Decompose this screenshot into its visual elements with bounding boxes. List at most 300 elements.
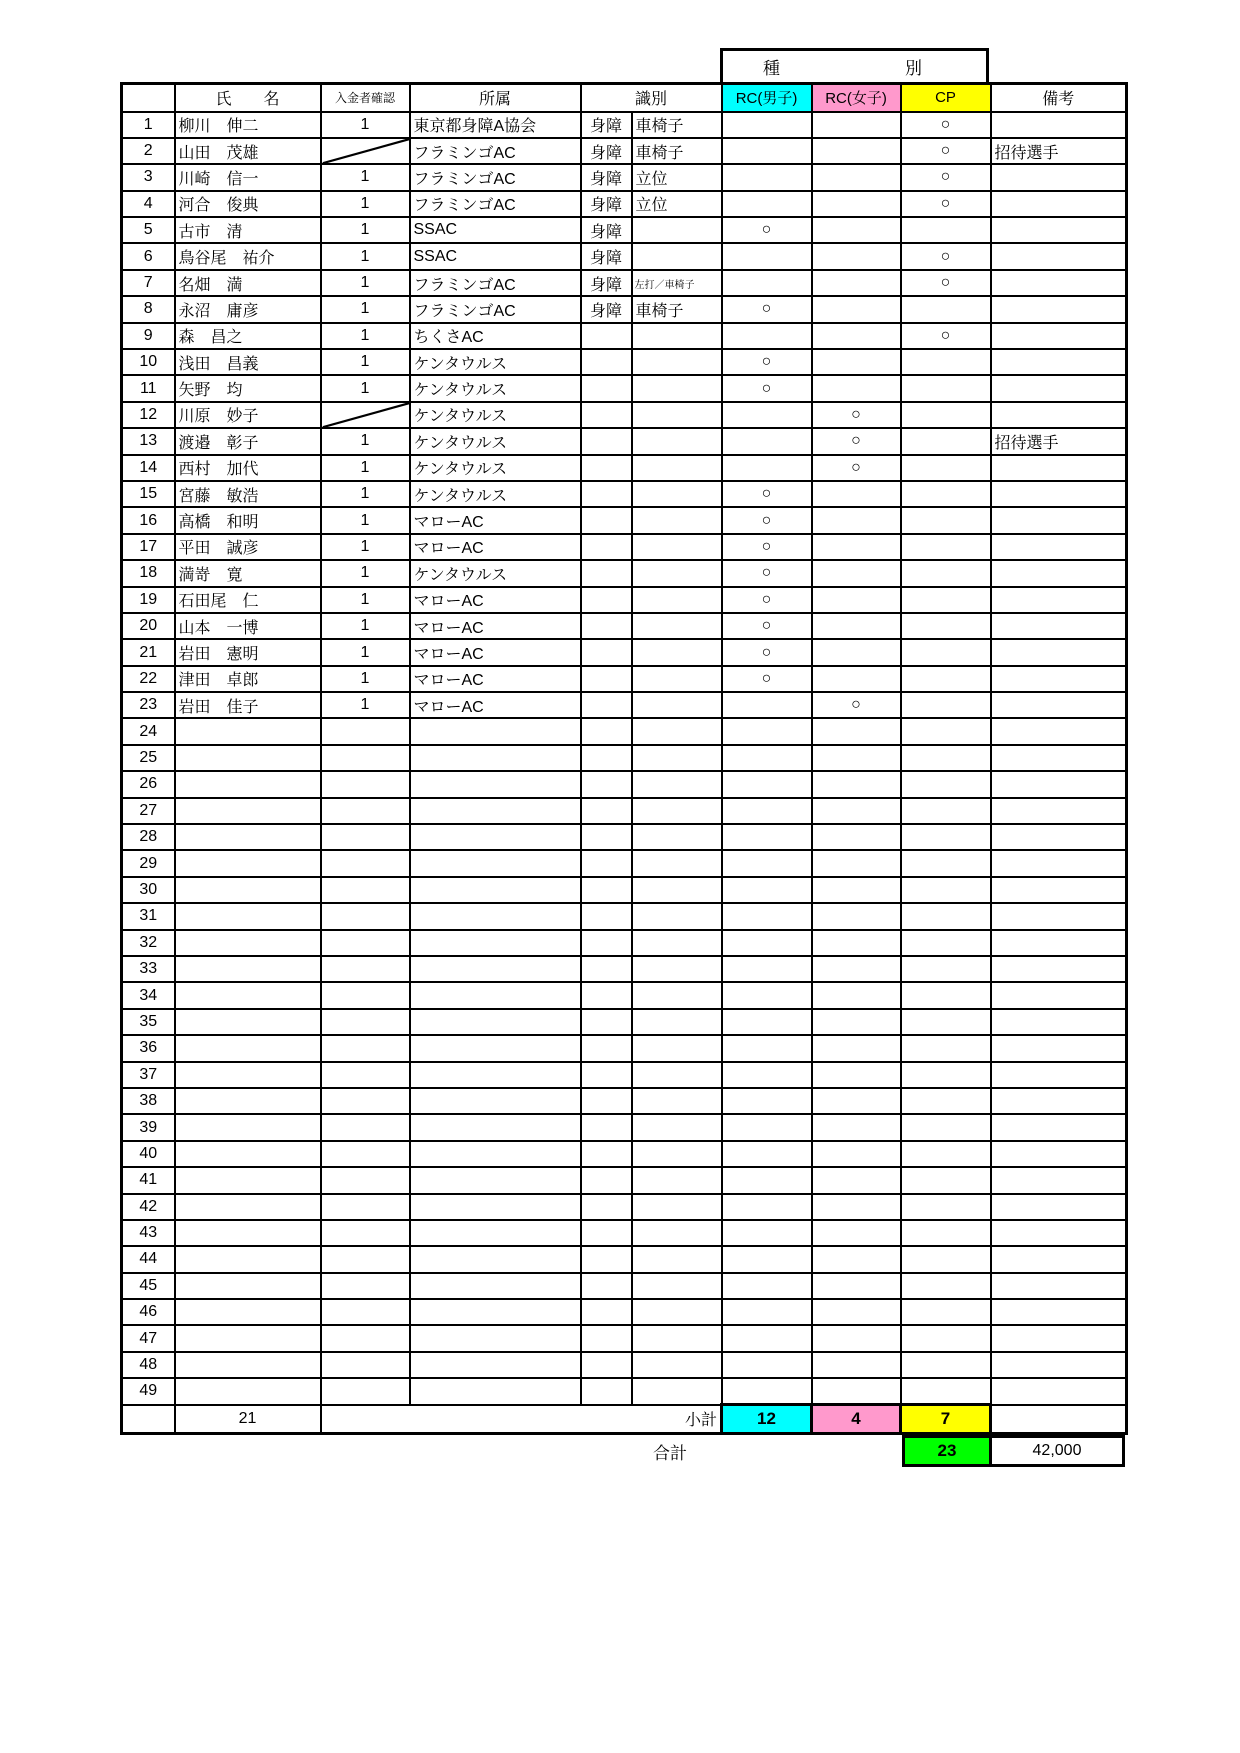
cell-row-number: 7 xyxy=(122,270,175,296)
cell-id-detail xyxy=(632,1035,722,1061)
entry-row xyxy=(122,349,1127,375)
cell-name xyxy=(175,1246,321,1272)
cell-rc-male-mark xyxy=(722,1114,812,1140)
cell-cp-mark: ○ xyxy=(901,270,991,296)
entry-row xyxy=(122,323,1127,349)
cell-remarks xyxy=(991,323,1127,349)
cell-id-category xyxy=(581,1352,632,1378)
entry-row xyxy=(122,587,1127,613)
cell-rc-female-mark xyxy=(812,217,901,243)
cell-cp-mark: ○ xyxy=(901,138,991,164)
cell-rc-male-mark xyxy=(722,771,812,797)
cell-payment-confirm xyxy=(321,1062,410,1088)
cell-id-category xyxy=(581,1062,632,1088)
cell-remarks xyxy=(991,745,1127,771)
cell-cp-mark xyxy=(901,1273,991,1299)
cell-remarks xyxy=(991,534,1127,560)
cell-id-category xyxy=(581,1141,632,1167)
cell-payment-confirm: 1 xyxy=(321,191,410,217)
entry-row xyxy=(122,481,1127,507)
subtotal-rc-female: 4 xyxy=(812,1405,901,1434)
cell-rc-male-mark xyxy=(722,1273,812,1299)
cell-payment-confirm: 1 xyxy=(321,666,410,692)
cell-rc-female-mark xyxy=(812,349,901,375)
cell-rc-female-mark xyxy=(812,666,901,692)
subtotal-blank-cell xyxy=(122,1405,175,1434)
cell-remarks xyxy=(991,798,1127,824)
cell-cp-mark xyxy=(901,956,991,982)
entry-row xyxy=(122,375,1127,401)
cell-rc-female-mark xyxy=(812,1194,901,1220)
cell-id-detail xyxy=(632,1009,722,1035)
cell-cp-mark xyxy=(901,930,991,956)
cell-row-number: 39 xyxy=(122,1114,175,1140)
cell-id-category xyxy=(581,507,632,533)
cell-remarks xyxy=(991,1035,1127,1061)
cell-payment-confirm: 1 xyxy=(321,217,410,243)
cell-remarks xyxy=(991,1088,1127,1114)
cell-row-number: 15 xyxy=(122,481,175,507)
cell-affiliation xyxy=(410,956,581,982)
cell-id-category: 身障 xyxy=(581,164,632,190)
cell-affiliation: SSAC xyxy=(410,217,581,243)
cell-affiliation: SSAC xyxy=(410,243,581,269)
cell-name xyxy=(175,1220,321,1246)
entry-row xyxy=(122,191,1127,217)
cell-cp-mark xyxy=(901,1325,991,1351)
cell-remarks xyxy=(991,507,1127,533)
cell-affiliation xyxy=(410,1194,581,1220)
cell-rc-male-mark xyxy=(722,850,812,876)
cell-affiliation: フラミンゴAC xyxy=(410,296,581,322)
entry-row xyxy=(122,112,1127,138)
cell-row-number: 18 xyxy=(122,560,175,586)
cell-id-category: 身障 xyxy=(581,296,632,322)
cell-cp-mark xyxy=(901,1378,991,1404)
cell-id-detail xyxy=(632,666,722,692)
cell-rc-female-mark xyxy=(812,745,901,771)
cell-id-detail xyxy=(632,798,722,824)
cell-rc-female-mark xyxy=(812,323,901,349)
cell-rc-male-mark xyxy=(722,798,812,824)
cell-name: 津田 卓郎 xyxy=(175,666,321,692)
cell-rc-male-mark xyxy=(722,1246,812,1272)
cell-name xyxy=(175,930,321,956)
cell-rc-male-mark xyxy=(722,191,812,217)
cell-affiliation: フラミンゴAC xyxy=(410,270,581,296)
entry-row xyxy=(122,639,1127,665)
cell-cp-mark xyxy=(901,375,991,401)
cell-row-number: 30 xyxy=(122,877,175,903)
cell-affiliation: フラミンゴAC xyxy=(410,191,581,217)
cell-row-number: 17 xyxy=(122,534,175,560)
cell-remarks xyxy=(991,455,1127,481)
empty-entry-row xyxy=(122,850,1127,876)
cell-rc-male-mark xyxy=(722,1299,812,1325)
entry-row xyxy=(122,666,1127,692)
cell-cp-mark xyxy=(901,639,991,665)
cell-row-number: 1 xyxy=(122,112,175,138)
cell-id-category xyxy=(581,771,632,797)
cell-row-number: 48 xyxy=(122,1352,175,1378)
cell-affiliation: マローAC xyxy=(410,534,581,560)
cell-remarks xyxy=(991,1325,1127,1351)
cell-cp-mark xyxy=(901,903,991,929)
empty-entry-row xyxy=(122,956,1127,982)
cell-payment-confirm: 1 xyxy=(321,323,410,349)
cell-row-number: 42 xyxy=(122,1194,175,1220)
total-amount: 42,000 xyxy=(989,1435,1125,1467)
cell-payment-confirm xyxy=(321,138,410,164)
cell-cp-mark xyxy=(901,587,991,613)
cell-affiliation xyxy=(410,1325,581,1351)
cell-row-number: 41 xyxy=(122,1167,175,1193)
cell-affiliation xyxy=(410,1220,581,1246)
total-label: 合計 xyxy=(653,1443,687,1463)
cell-name xyxy=(175,982,321,1008)
cell-name xyxy=(175,718,321,744)
empty-entry-row xyxy=(122,982,1127,1008)
empty-entry-row xyxy=(122,1220,1127,1246)
cell-rc-male-mark xyxy=(722,243,812,269)
cell-affiliation: フラミンゴAC xyxy=(410,138,581,164)
cell-affiliation: マローAC xyxy=(410,692,581,718)
cell-cp-mark xyxy=(901,666,991,692)
cell-payment-confirm: 1 xyxy=(321,428,410,454)
cell-affiliation xyxy=(410,1352,581,1378)
col-header-affiliation: 所属 xyxy=(410,84,581,112)
cell-cp-mark xyxy=(901,1114,991,1140)
cell-id-detail xyxy=(632,587,722,613)
cell-cp-mark xyxy=(901,745,991,771)
cell-rc-female-mark xyxy=(812,1378,901,1404)
cell-rc-male-mark: ○ xyxy=(722,666,812,692)
cell-id-category xyxy=(581,481,632,507)
cell-id-detail xyxy=(632,375,722,401)
cell-id-category xyxy=(581,1009,632,1035)
type-group-header xyxy=(720,48,989,82)
cell-affiliation xyxy=(410,718,581,744)
cell-rc-female-mark: ○ xyxy=(812,692,901,718)
subtotal-remarks-cell xyxy=(991,1405,1127,1434)
cell-remarks xyxy=(991,243,1127,269)
cell-rc-female-mark xyxy=(812,850,901,876)
cell-row-number: 3 xyxy=(122,164,175,190)
cell-id-category: 身障 xyxy=(581,138,632,164)
cell-remarks xyxy=(991,587,1127,613)
cell-id-detail xyxy=(632,1378,722,1404)
cell-rc-female-mark xyxy=(812,296,901,322)
col-header-name: 氏 名 xyxy=(175,84,321,112)
cell-id-category xyxy=(581,1378,632,1404)
subtotal-label: 小計 xyxy=(321,1405,722,1434)
cell-cp-mark xyxy=(901,1035,991,1061)
cell-id-detail xyxy=(632,1273,722,1299)
cell-cp-mark xyxy=(901,349,991,375)
cell-id-detail xyxy=(632,481,722,507)
cell-payment-confirm xyxy=(321,798,410,824)
empty-entry-row xyxy=(122,1299,1127,1325)
cell-row-number: 14 xyxy=(122,455,175,481)
cell-payment-confirm: 1 xyxy=(321,481,410,507)
cell-row-number: 27 xyxy=(122,798,175,824)
cell-name: 山本 一博 xyxy=(175,613,321,639)
cell-name: 岩田 憲明 xyxy=(175,639,321,665)
cell-id-category xyxy=(581,1035,632,1061)
cell-rc-male-mark: ○ xyxy=(722,481,812,507)
cell-rc-male-mark xyxy=(722,1220,812,1246)
cell-payment-confirm xyxy=(321,824,410,850)
cell-remarks xyxy=(991,1273,1127,1299)
cell-rc-female-mark xyxy=(812,481,901,507)
cell-id-category xyxy=(581,375,632,401)
cell-name xyxy=(175,1141,321,1167)
cell-rc-male-mark: ○ xyxy=(722,349,812,375)
cell-row-number: 35 xyxy=(122,1009,175,1035)
cell-affiliation xyxy=(410,1009,581,1035)
cell-name xyxy=(175,1062,321,1088)
cell-payment-confirm: 1 xyxy=(321,164,410,190)
cell-row-number: 31 xyxy=(122,903,175,929)
cell-remarks xyxy=(991,270,1127,296)
cell-cp-mark xyxy=(901,1062,991,1088)
cell-remarks xyxy=(991,771,1127,797)
cell-remarks xyxy=(991,1114,1127,1140)
cell-row-number: 22 xyxy=(122,666,175,692)
col-header-remarks: 備考 xyxy=(991,84,1127,112)
cell-rc-female-mark xyxy=(812,1299,901,1325)
empty-entry-row xyxy=(122,1009,1127,1035)
cell-affiliation: フラミンゴAC xyxy=(410,164,581,190)
cell-affiliation: ケンタウルス xyxy=(410,481,581,507)
cell-affiliation: 東京都身障A協会 xyxy=(410,112,581,138)
cell-rc-female-mark xyxy=(812,375,901,401)
cell-id-category xyxy=(581,718,632,744)
subtotal-rc-male: 12 xyxy=(722,1405,812,1434)
cell-payment-confirm: 1 xyxy=(321,375,410,401)
cell-id-detail xyxy=(632,745,722,771)
cell-rc-female-mark xyxy=(812,270,901,296)
cell-id-category: 身障 xyxy=(581,270,632,296)
cell-remarks xyxy=(991,112,1127,138)
cell-id-detail: 車椅子 xyxy=(632,112,722,138)
col-header-payment-confirm: 入金者確認 xyxy=(321,84,410,112)
type-group-char-right: 別 xyxy=(905,59,922,78)
cell-cp-mark xyxy=(901,824,991,850)
cell-rc-male-mark xyxy=(722,692,812,718)
entry-row xyxy=(122,428,1127,454)
cell-payment-confirm xyxy=(321,1246,410,1272)
diagonal-strike-line xyxy=(322,139,409,163)
cell-cp-mark xyxy=(901,692,991,718)
cell-rc-female-mark: ○ xyxy=(812,455,901,481)
cell-affiliation xyxy=(410,1035,581,1061)
cell-name: 川崎 信一 xyxy=(175,164,321,190)
cell-row-number: 12 xyxy=(122,402,175,428)
cell-rc-female-mark xyxy=(812,1325,901,1351)
cell-payment-confirm: 1 xyxy=(321,243,410,269)
cell-name: 宮藤 敏浩 xyxy=(175,481,321,507)
empty-entry-row xyxy=(122,824,1127,850)
cell-id-detail xyxy=(632,1088,722,1114)
col-header-identification: 識別 xyxy=(581,84,722,112)
cell-id-category xyxy=(581,1220,632,1246)
cell-payment-confirm: 1 xyxy=(321,296,410,322)
cell-id-category xyxy=(581,850,632,876)
cell-cp-mark xyxy=(901,1009,991,1035)
cell-rc-male-mark xyxy=(722,323,812,349)
cell-cp-mark xyxy=(901,1299,991,1325)
cell-id-category xyxy=(581,1325,632,1351)
cell-cp-mark xyxy=(901,402,991,428)
cell-row-number: 40 xyxy=(122,1141,175,1167)
cell-remarks xyxy=(991,1220,1127,1246)
cell-affiliation: ケンタウルス xyxy=(410,428,581,454)
entry-row xyxy=(122,138,1127,164)
cell-payment-confirm xyxy=(321,1194,410,1220)
cell-cp-mark xyxy=(901,850,991,876)
cell-id-detail xyxy=(632,402,722,428)
cell-rc-female-mark xyxy=(812,507,901,533)
cell-rc-female-mark xyxy=(812,798,901,824)
cell-payment-confirm: 1 xyxy=(321,349,410,375)
cell-name: 永沼 庸彦 xyxy=(175,296,321,322)
cell-id-detail: 立位 xyxy=(632,191,722,217)
empty-entry-row xyxy=(122,1194,1127,1220)
cell-rc-male-mark xyxy=(722,982,812,1008)
empty-entry-row xyxy=(122,1352,1127,1378)
cell-name: 平田 誠彦 xyxy=(175,534,321,560)
empty-entry-row xyxy=(122,1246,1127,1272)
cell-affiliation xyxy=(410,1167,581,1193)
cell-id-detail xyxy=(632,428,722,454)
cell-id-category xyxy=(581,639,632,665)
cell-cp-mark xyxy=(901,507,991,533)
cell-id-category xyxy=(581,798,632,824)
total-count: 23 xyxy=(902,1435,992,1467)
cell-rc-female-mark xyxy=(812,1009,901,1035)
cell-name xyxy=(175,1114,321,1140)
cell-name xyxy=(175,745,321,771)
cell-rc-male-mark xyxy=(722,455,812,481)
cell-id-category xyxy=(581,824,632,850)
cell-name: 岩田 佳子 xyxy=(175,692,321,718)
cell-cp-mark: ○ xyxy=(901,243,991,269)
cell-id-detail xyxy=(632,534,722,560)
empty-entry-row xyxy=(122,1114,1127,1140)
cell-id-detail xyxy=(632,1220,722,1246)
cell-rc-male-mark xyxy=(722,1009,812,1035)
entry-row xyxy=(122,402,1127,428)
cell-affiliation xyxy=(410,1246,581,1272)
cell-rc-female-mark xyxy=(812,982,901,1008)
cell-id-category xyxy=(581,428,632,454)
cell-rc-female-mark xyxy=(812,1167,901,1193)
cell-remarks xyxy=(991,1141,1127,1167)
cell-name xyxy=(175,1167,321,1193)
cell-row-number: 29 xyxy=(122,850,175,876)
cell-rc-female-mark xyxy=(812,1220,901,1246)
cell-id-category: 身障 xyxy=(581,217,632,243)
cell-id-detail xyxy=(632,1167,722,1193)
cell-rc-female-mark xyxy=(812,1062,901,1088)
cell-id-detail xyxy=(632,243,722,269)
cell-id-detail xyxy=(632,982,722,1008)
cell-name: 渡邉 彰子 xyxy=(175,428,321,454)
entry-row xyxy=(122,270,1127,296)
cell-id-category xyxy=(581,1273,632,1299)
cell-name xyxy=(175,850,321,876)
cell-cp-mark xyxy=(901,877,991,903)
cell-id-detail xyxy=(632,1141,722,1167)
entry-row xyxy=(122,296,1127,322)
cell-name: 河合 俊典 xyxy=(175,191,321,217)
cell-name: 矢野 均 xyxy=(175,375,321,401)
cell-cp-mark: ○ xyxy=(901,112,991,138)
cell-row-number: 46 xyxy=(122,1299,175,1325)
cell-row-number: 37 xyxy=(122,1062,175,1088)
cell-affiliation: ケンタウルス xyxy=(410,375,581,401)
cell-rc-male-mark: ○ xyxy=(722,613,812,639)
cell-affiliation: マローAC xyxy=(410,639,581,665)
cell-rc-female-mark xyxy=(812,191,901,217)
cell-remarks xyxy=(991,1009,1127,1035)
cell-rc-male-mark xyxy=(722,1325,812,1351)
total-row xyxy=(120,1435,1125,1467)
cell-cp-mark xyxy=(901,1246,991,1272)
cell-cp-mark xyxy=(901,217,991,243)
cell-remarks xyxy=(991,164,1127,190)
cell-remarks xyxy=(991,1246,1127,1272)
cell-cp-mark: ○ xyxy=(901,191,991,217)
cell-payment-confirm: 1 xyxy=(321,613,410,639)
cell-rc-female-mark xyxy=(812,534,901,560)
cell-id-category xyxy=(581,613,632,639)
cell-rc-male-mark: ○ xyxy=(722,534,812,560)
cell-id-category xyxy=(581,455,632,481)
cell-cp-mark xyxy=(901,455,991,481)
cell-id-detail xyxy=(632,930,722,956)
cell-id-detail xyxy=(632,507,722,533)
cell-cp-mark xyxy=(901,428,991,454)
cell-row-number: 20 xyxy=(122,613,175,639)
cell-remarks xyxy=(991,481,1127,507)
cell-id-detail xyxy=(632,956,722,982)
cell-rc-male-mark xyxy=(722,1194,812,1220)
cell-remarks xyxy=(991,1299,1127,1325)
cell-rc-male-mark xyxy=(722,1141,812,1167)
cell-affiliation xyxy=(410,903,581,929)
cell-name: 高橋 和明 xyxy=(175,507,321,533)
cell-rc-female-mark xyxy=(812,1141,901,1167)
cell-name xyxy=(175,1035,321,1061)
cell-id-category xyxy=(581,956,632,982)
cell-payment-confirm xyxy=(321,1035,410,1061)
cell-id-category: 身障 xyxy=(581,112,632,138)
empty-entry-row xyxy=(122,1167,1127,1193)
cell-cp-mark xyxy=(901,560,991,586)
cell-row-number: 4 xyxy=(122,191,175,217)
cell-affiliation: マローAC xyxy=(410,507,581,533)
entry-sheet xyxy=(120,48,1125,1467)
cell-name xyxy=(175,1299,321,1325)
cell-payment-confirm: 1 xyxy=(321,692,410,718)
cell-payment-confirm xyxy=(321,745,410,771)
subtotal-row xyxy=(122,1405,1127,1434)
cell-payment-confirm xyxy=(321,1167,410,1193)
cell-affiliation xyxy=(410,824,581,850)
cell-rc-male-mark xyxy=(722,112,812,138)
